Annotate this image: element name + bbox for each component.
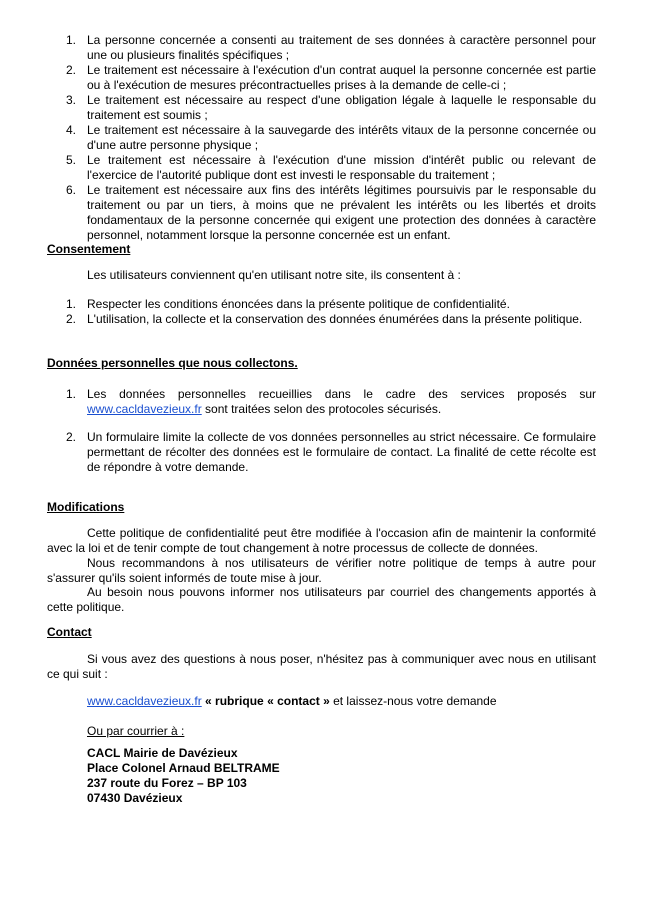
- contact-heading: Contact: [47, 625, 92, 639]
- legal-basis-list: [0, 33, 649, 243]
- collected-data-heading: Données personnelles que nous collectons.: [47, 356, 298, 370]
- list-item: 2. Le traitement est nécessaire à l'exécution d'un contrat auquel la personne concernée est partie ou à l'exécution de mesures précontractuelles prises à la demande de celle-ci ;: [66, 63, 596, 92]
- list-item: 4. Le traitement est nécessaire à la sauvegarde des intérêts vitaux de la personne concernée ou d'une autre personne physique ;: [66, 123, 596, 152]
- list-item: 2. L'utilisation, la collecte et la conservation des données énumérées dans la présente politique.: [66, 312, 583, 326]
- contact-site-link[interactable]: www.cacldavezieux.fr: [87, 694, 202, 708]
- modifications-paragraph-2: Nous recommandons à nos utilisateurs de vérifier notre politique de temps à autre pour s'assurer qu'ils soient informés de toute mise à jour.: [47, 556, 596, 585]
- contact-line: www.cacldavezieux.fr « rubrique « contact » et laissez-nous votre demande: [87, 694, 497, 708]
- address-line-3: 237 route du Forez – BP 103: [87, 776, 247, 790]
- address-line-4: 07430 Davézieux: [87, 791, 183, 805]
- address-line-1: CACL Mairie de Davézieux: [87, 746, 238, 760]
- modifications-paragraph-3: Au besoin nous pouvons informer nos utilisateurs par courriel des changements apportés à cette politique.: [47, 585, 596, 614]
- list-item: 1. Respecter les conditions énoncées dans la présente politique de confidentialité.: [66, 297, 510, 311]
- list-item: 1. Les données personnelles recueillies dans le cadre des services proposés sur www.cacldavezieux.fr sont traitées selon des protocoles sécurisés.: [66, 387, 596, 416]
- consent-heading: Consentement: [47, 242, 131, 256]
- modifications-heading: Modifications: [47, 500, 125, 514]
- postal-label: Ou par courrier à :: [87, 724, 185, 738]
- list-item: 5. Le traitement est nécessaire à l'exécution d'une mission d'intérêt public ou relevant de l'exercice de l'autorité publique dont est investi le responsable du traitement ;: [66, 153, 596, 182]
- address-line-2: Place Colonel Arnaud BELTRAME: [87, 761, 280, 775]
- collected-list-2: [0, 430, 649, 475]
- list-item: 3. Le traitement est nécessaire au respect d'une obligation légale à laquelle le responsable du traitement est soumis ;: [66, 93, 596, 122]
- collected-list-1: [0, 387, 649, 417]
- rubrique-contact: « rubrique « contact »: [201, 694, 334, 708]
- contact-intro: Si vous avez des questions à nous poser, n'hésitez pas à communiquer avec nous en utilisant ce qui suit :: [47, 652, 596, 681]
- list-item: 6. Le traitement est nécessaire aux fins des intérêts légitimes poursuivis par le responsable du traitement ou par un tiers, à moins que ne prévalent les intérêts ou les libertés et droits fondamentaux de la personne concernée qui exigent une protection des données à caractère personnel, notamment lorsque la personne concernée est un enfant.: [66, 183, 596, 242]
- consent-list: [0, 297, 649, 327]
- list-item: 2. Un formulaire limite la collecte de vos données personnelles au strict nécessaire. Ce formulaire permettant de récolter des données est le formulaire de contact. La finalité de cette récolte est de répondre à votre demande.: [66, 430, 596, 474]
- list-item: 1. La personne concernée a consenti au traitement de ses données à caractère personnel pour une ou plusieurs finalités spécifiques ;: [66, 33, 596, 62]
- site-link[interactable]: www.cacldavezieux.fr: [87, 402, 202, 416]
- consent-intro: Les utilisateurs conviennent qu'en utilisant notre site, ils consentent à :: [87, 268, 461, 282]
- modifications-paragraph-1: Cette politique de confidentialité peut être modifiée à l'occasion afin de maintenir la conformité avec la loi et de tenir compte de tout changement à notre processus de collecte de données.: [47, 526, 596, 555]
